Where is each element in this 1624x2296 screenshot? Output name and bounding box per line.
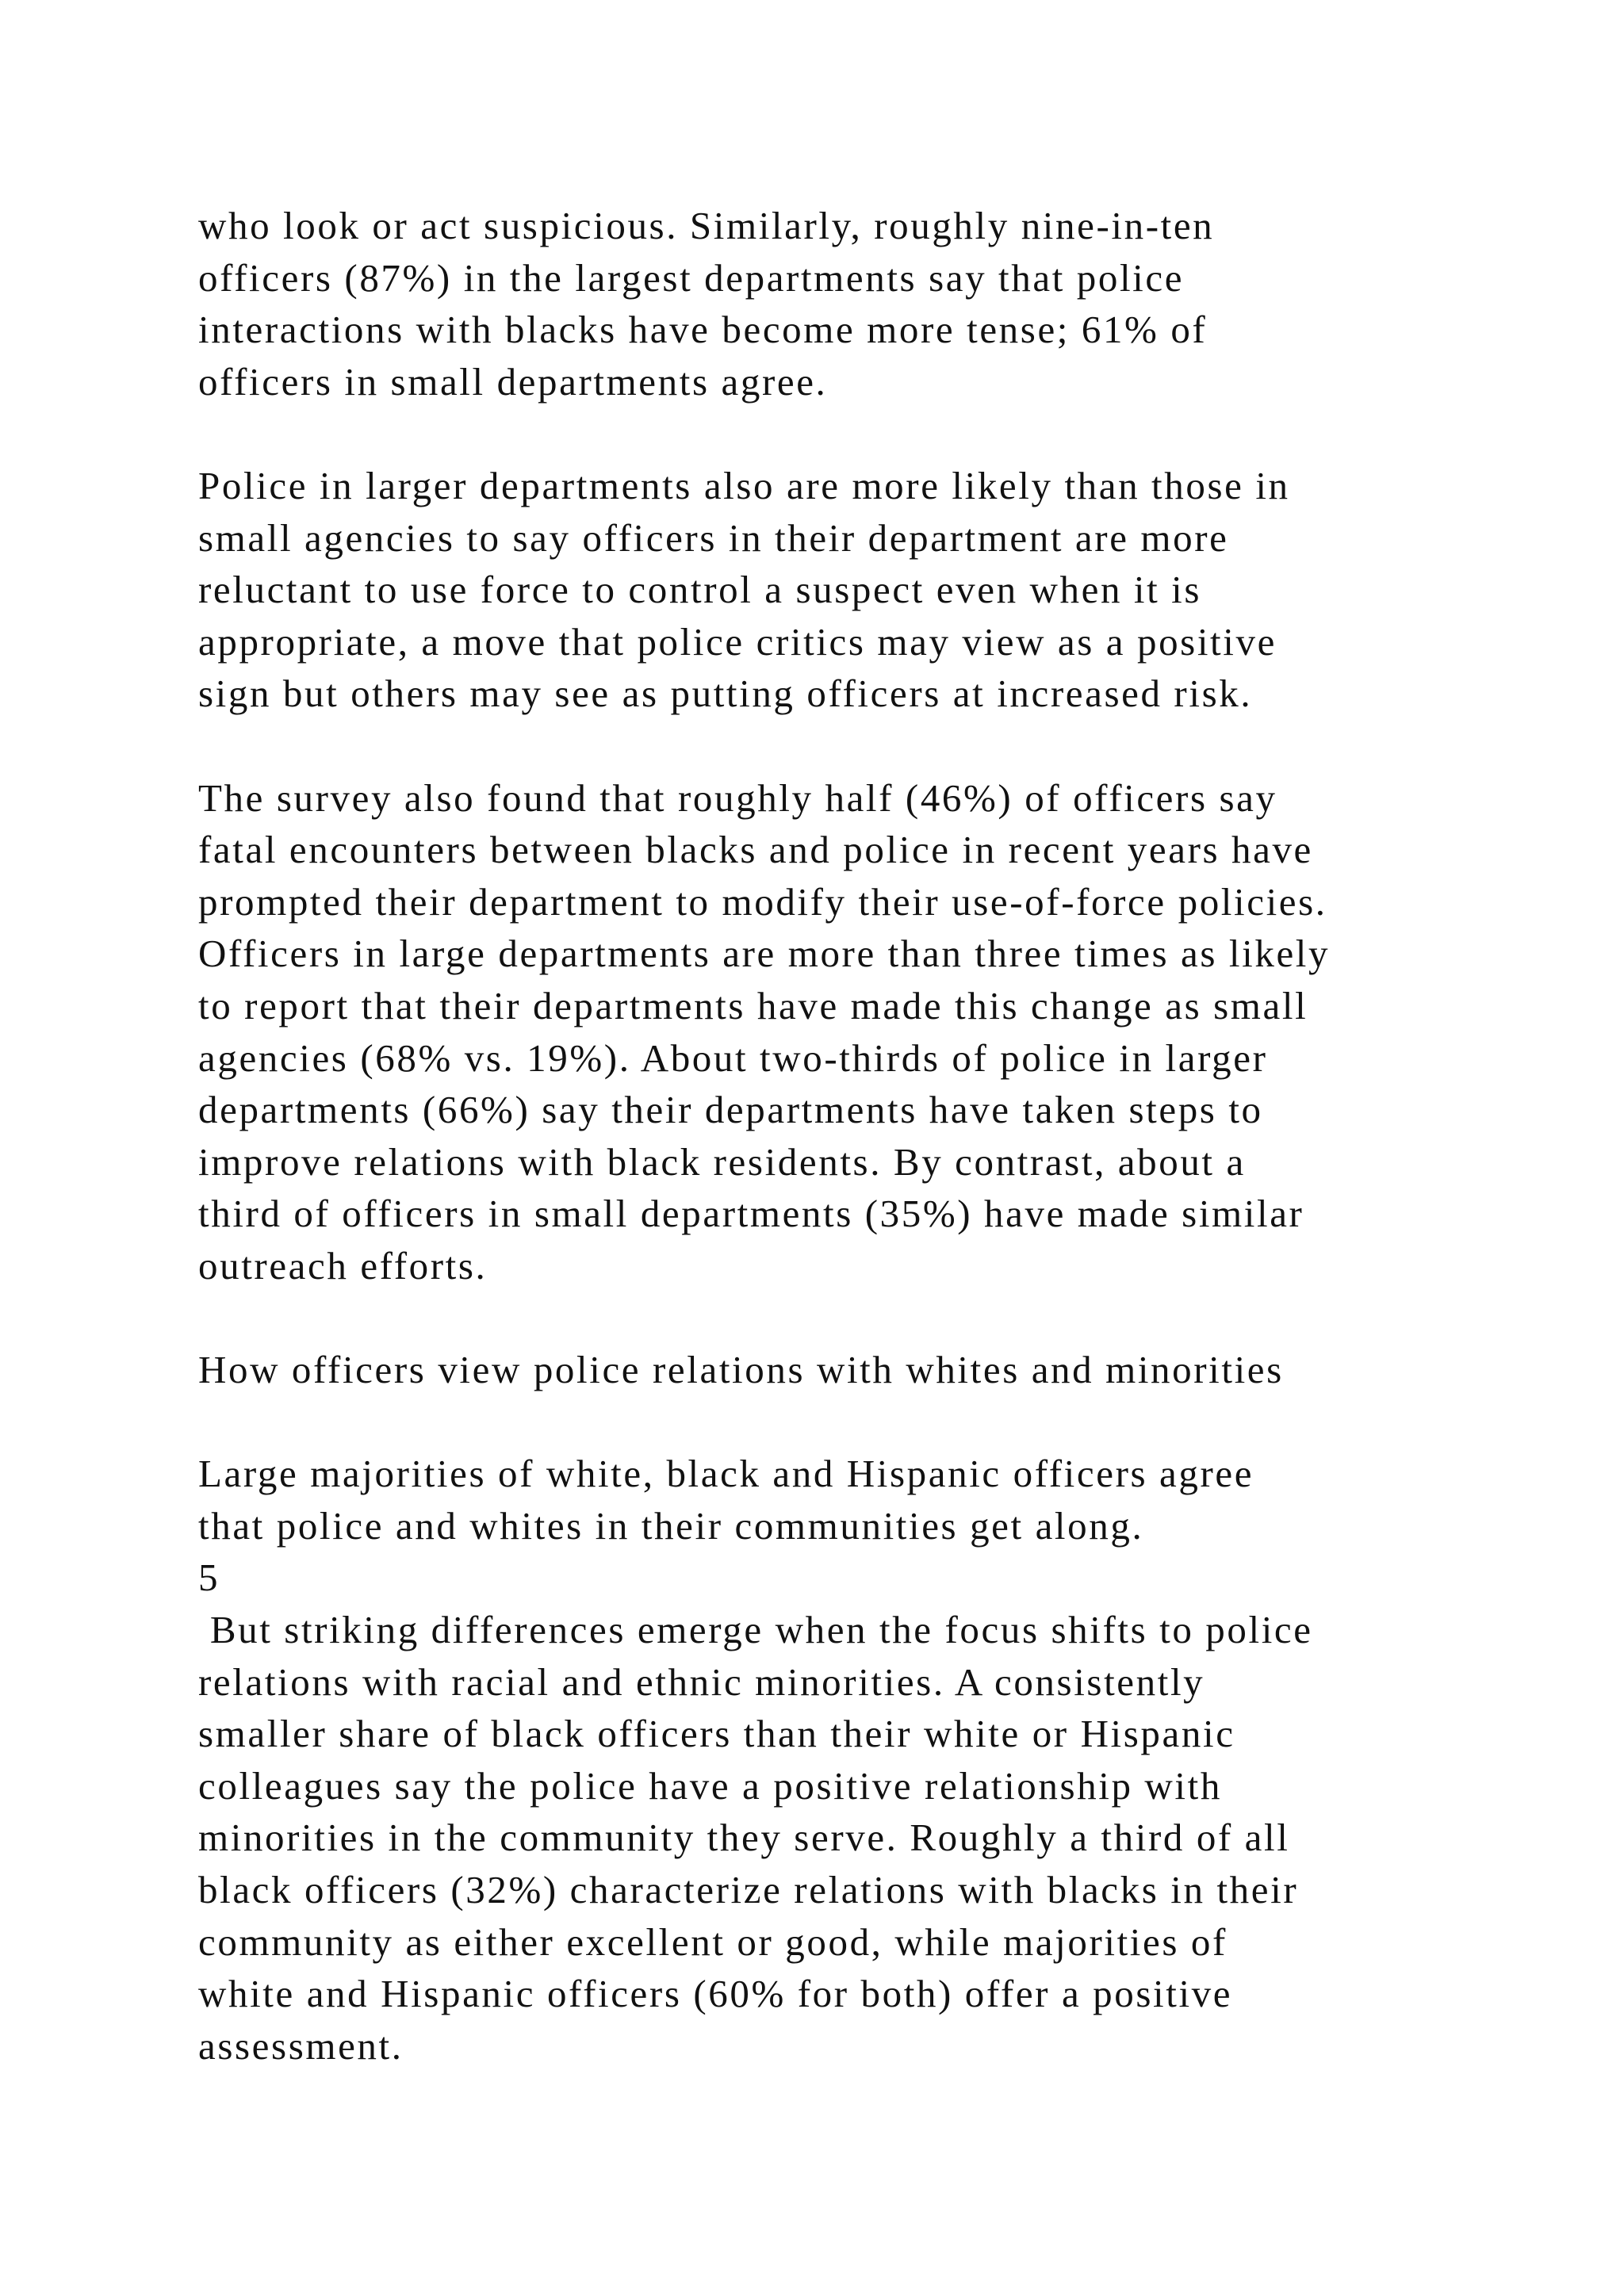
text-line: improve relations with black residents. By contrast, about a xyxy=(198,1139,1246,1184)
text-line: Police in larger departments also are more likely than those in xyxy=(198,463,1290,507)
text-line: officers (87%) in the largest departments say that police xyxy=(198,255,1185,300)
text-line: white and Hispanic officers (60% for both) offer a positive xyxy=(198,1972,1233,2016)
text-line: smaller share of black officers than their white or Hispanic xyxy=(198,1712,1235,1756)
text-line: that police and whites in their communities get along. xyxy=(198,1503,1144,1548)
text-line: to report that their departments have made this change as small xyxy=(198,983,1308,1027)
text-line: reluctant to use force to control a suspect even when it is xyxy=(198,568,1202,612)
text-line: minorities in the community they serve. Roughly a third of all xyxy=(198,1816,1290,1860)
text-line: agencies (68% vs. 19%). About two-thirds of police in larger xyxy=(198,1035,1268,1080)
paragraph-2 xyxy=(198,460,1546,720)
text-line: Officers in large departments are more than three times as likely xyxy=(198,932,1331,976)
paragraph-3 xyxy=(198,772,1546,1292)
text-line: interactions with blacks have become more tense; 61% of xyxy=(198,308,1208,352)
paragraph-spacer xyxy=(198,1396,1546,1448)
text-line: fatal encounters between blacks and police in recent years have xyxy=(198,828,1313,872)
text-line: But striking differences emerge when the focus shifts to police xyxy=(198,1608,1313,1652)
paragraph-1 xyxy=(198,200,1546,408)
section-heading xyxy=(198,1344,1546,1396)
footnote-marker: 5 xyxy=(198,1556,220,1600)
text-line: appropriate, a move that police critics may view as a positive xyxy=(198,619,1277,664)
paragraph-4 xyxy=(198,1448,1546,2072)
text-line: outreach efforts. xyxy=(198,1243,488,1288)
text-line: small agencies to say officers in their department are more xyxy=(198,515,1229,560)
text-line: Large majorities of white, black and Hispanic officers agree xyxy=(198,1452,1254,1496)
text-line: The survey also found that roughly half (46%) of officers say xyxy=(198,775,1277,820)
text-line: colleagues say the police have a positive relationship with xyxy=(198,1763,1222,1808)
paragraph-spacer xyxy=(198,1292,1546,1344)
text-line: sign but others may see as putting officers at increased risk. xyxy=(198,672,1253,716)
text-line: relations with racial and ethnic minorities. A consistently xyxy=(198,1659,1205,1704)
text-line: who look or act suspicious. Similarly, roughly nine-in-ten xyxy=(198,204,1215,247)
heading-line: How officers view police relations with whites and minorities xyxy=(198,1348,1284,1392)
text-line: officers in small departments agree. xyxy=(198,359,828,404)
text-line: assessment. xyxy=(198,2023,404,2068)
text-line: third of officers in small departments (35%) have made similar xyxy=(198,1192,1304,1236)
text-line: departments (66%) say their departments have taken steps to xyxy=(198,1088,1263,1132)
paragraph-spacer xyxy=(198,720,1546,772)
text-line: black officers (32%) characterize relations with blacks in their xyxy=(198,1868,1299,1911)
document-body xyxy=(198,200,1546,2072)
text-line: prompted their department to modify their use-of-force policies. xyxy=(198,879,1327,924)
text-line: community as either excellent or good, while majorities of xyxy=(198,1919,1228,1964)
paragraph-spacer xyxy=(198,408,1546,460)
